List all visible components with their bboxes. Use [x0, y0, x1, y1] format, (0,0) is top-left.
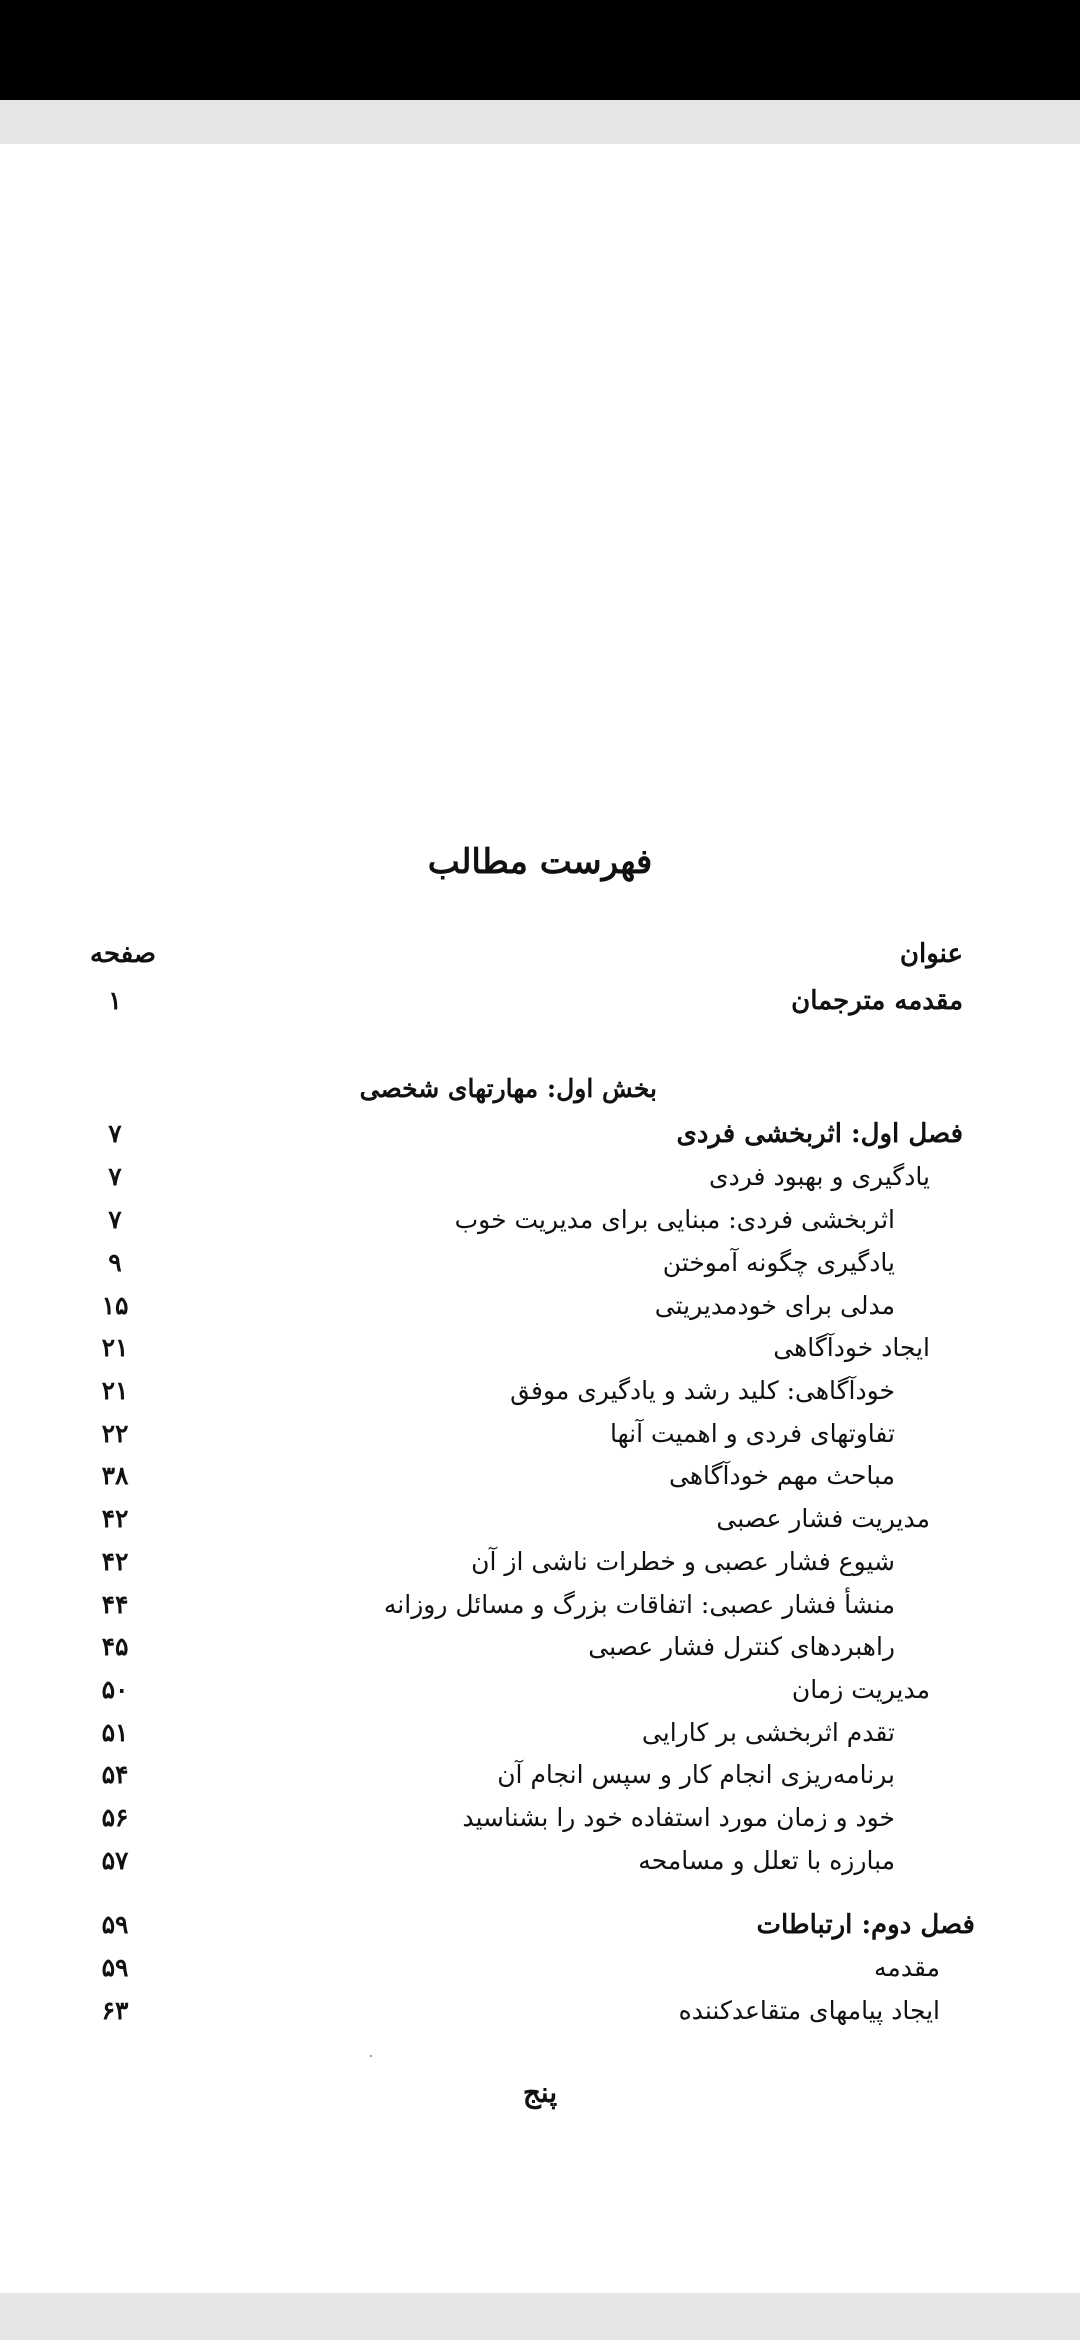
toc-title: یادگیری و بهبود فردی: [709, 1162, 930, 1191]
toc-row[interactable]: [0, 1675, 1080, 1717]
toc-title: فصل اول: اثربخشی فردی: [676, 1119, 963, 1149]
section-part-title: بخش اول: مهارتهای شخصی: [359, 1074, 657, 1103]
toc-row[interactable]: [0, 1376, 1080, 1418]
toc-title: برنامه‌ریزی انجام کار و سپس انجام آن: [497, 1760, 895, 1789]
toc-row[interactable]: [0, 986, 1080, 1028]
page-number-footer: پنج: [522, 2076, 558, 2109]
toc-page: ۲۱: [101, 1333, 129, 1362]
toc-page: ۷: [108, 1205, 122, 1234]
toc-title: ایجاد پیامهای متقاعدکننده: [678, 1996, 940, 2025]
toc-row[interactable]: [0, 1846, 1080, 1888]
toc-row[interactable]: [0, 1291, 1080, 1333]
toc-page: ۵۶: [101, 1803, 129, 1832]
toc-row[interactable]: [0, 1632, 1080, 1674]
toc-title: تقدم اثربخشی بر کارایی: [641, 1718, 895, 1747]
toc-page: ۱: [108, 986, 122, 1015]
toc-row[interactable]: [0, 1333, 1080, 1375]
page-title: فهرست مطالب: [427, 842, 653, 882]
toc-row[interactable]: [0, 1504, 1080, 1546]
toc-title: مقدمه مترجمان: [791, 986, 963, 1016]
toc-page: ۲۱: [101, 1376, 129, 1405]
toc-row[interactable]: [0, 1953, 1080, 1995]
toc-title: منشأ فشار عصبی: اتفاقات بزرگ و مسائل روزانه: [383, 1590, 895, 1619]
toc-page: ۵۱: [101, 1718, 129, 1747]
toc-row[interactable]: [0, 1547, 1080, 1589]
status-bar: [0, 0, 1080, 100]
toc-row[interactable]: [0, 1248, 1080, 1290]
toc-row[interactable]: [0, 1718, 1080, 1760]
column-header-title: عنوان: [899, 939, 963, 969]
bottom-toolbar-band: [0, 2293, 1080, 2340]
toc-title: فصل دوم: ارتباطات: [756, 1910, 975, 1940]
toc-page: ۵۰: [101, 1675, 129, 1704]
toc-page: ۵۹: [101, 1953, 129, 1982]
toc-title: شیوع فشار عصبی و خطرات ناشی از آن: [471, 1547, 895, 1576]
document-page[interactable]: [0, 144, 1080, 2293]
toc-row[interactable]: [0, 1205, 1080, 1247]
toc-title: ایجاد خودآگاهی: [773, 1333, 930, 1362]
toc-row[interactable]: [0, 1910, 1080, 1952]
toc-title: یادگیری چگونه آموختن: [662, 1248, 895, 1277]
toc-page: ۹: [108, 1248, 122, 1277]
toc-row[interactable]: [0, 1996, 1080, 2038]
toc-row[interactable]: [0, 1590, 1080, 1632]
toc-title: مدیریت فشار عصبی: [716, 1504, 930, 1533]
toc-title: خود و زمان مورد استفاده خود را بشناسید: [462, 1803, 895, 1832]
toc-row[interactable]: [0, 1461, 1080, 1503]
toc-title: خودآگاهی: کلید رشد و یادگیری موفق: [510, 1376, 895, 1405]
toc-page: ۷: [108, 1162, 122, 1191]
toc-row[interactable]: [0, 1162, 1080, 1204]
toc-page: ۵۹: [101, 1910, 129, 1939]
toc-page: ۳۸: [101, 1461, 129, 1490]
toc-title: مبارزه با تعلل و مسامحه: [638, 1846, 895, 1875]
toc-page: ۴۲: [101, 1547, 129, 1576]
toc-page: ۴۲: [101, 1504, 129, 1533]
toc-page: ۶۳: [101, 1996, 129, 2025]
scan-speck: [370, 2055, 372, 2057]
toc-page: ۴۵: [101, 1632, 129, 1661]
toc-page: ۲۲: [101, 1419, 129, 1448]
toc-row[interactable]: [0, 1119, 1080, 1161]
toc-title: اثربخشی فردی: مبنایی برای مدیریت خوب: [454, 1205, 895, 1234]
toc-title: مدلی برای خودمدیریتی: [654, 1291, 895, 1320]
toc-title: مدیریت زمان: [791, 1675, 930, 1704]
column-header-page: صفحه: [90, 939, 156, 969]
toc-page: ۷: [108, 1119, 122, 1148]
toc-title: راهبردهای کنترل فشار عصبی: [588, 1632, 895, 1661]
toc-title: مباحث مهم خودآگاهی: [669, 1461, 895, 1490]
toc-row[interactable]: [0, 1419, 1080, 1461]
toc-page: ۴۴: [101, 1590, 129, 1619]
toc-row[interactable]: [0, 1760, 1080, 1802]
toc-title: مقدمه: [874, 1953, 940, 1982]
toc-title: تفاوتهای فردی و اهمیت آنها: [610, 1419, 895, 1448]
toc-row[interactable]: [0, 1803, 1080, 1845]
toc-page: ۵۷: [101, 1846, 129, 1875]
toc-page: ۵۴: [101, 1760, 129, 1789]
top-toolbar-band: [0, 100, 1080, 144]
toc-page: ۱۵: [101, 1291, 129, 1320]
